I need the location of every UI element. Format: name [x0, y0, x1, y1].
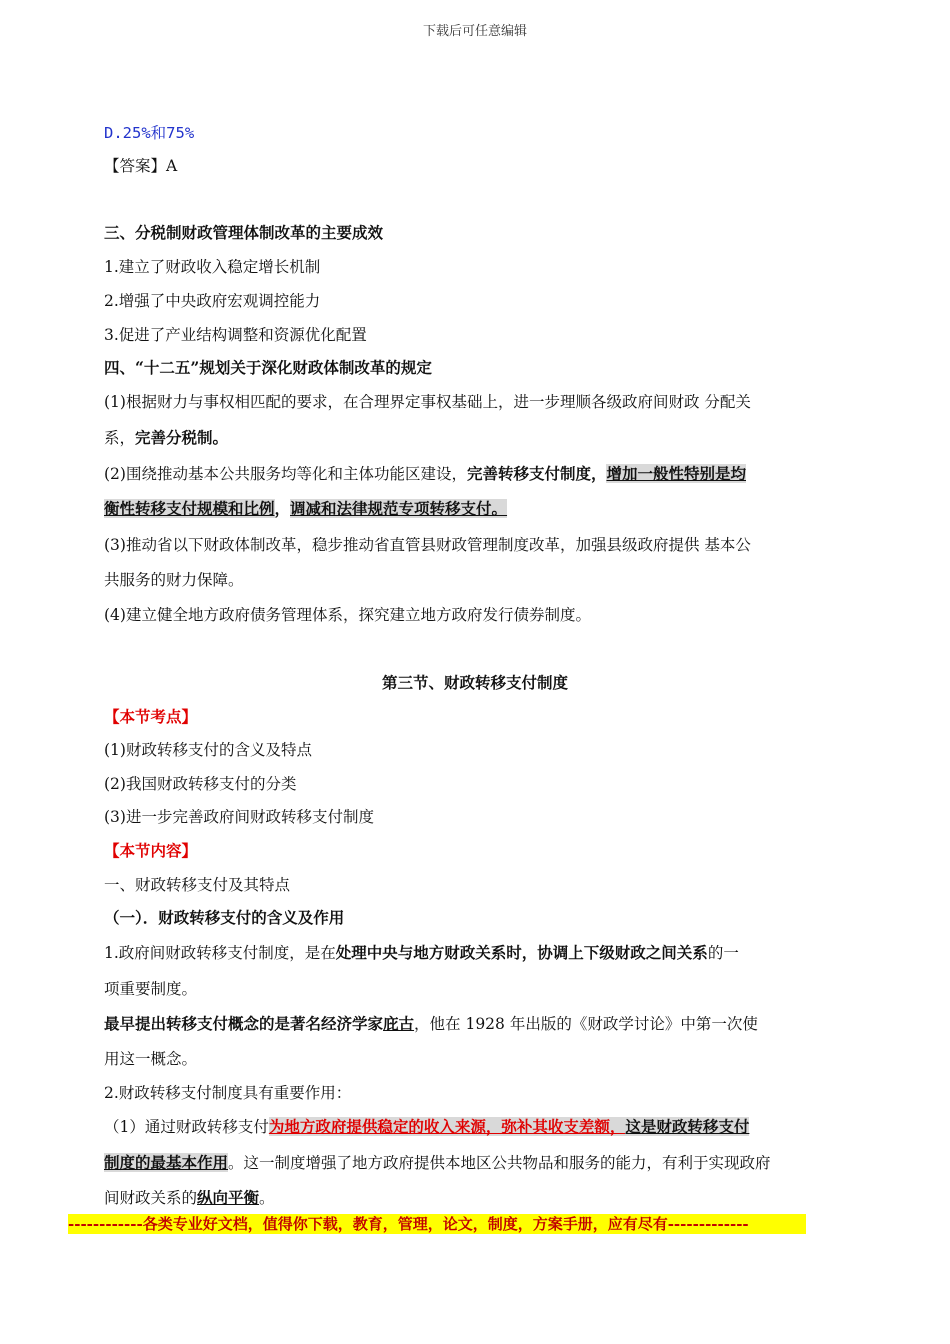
chapter-title: 第三节、财政转移支付制度: [381, 673, 568, 692]
kaodian-item-1: (1)财政转移支付的含义及特点: [104, 741, 312, 759]
emphasis: 纵向平衡: [197, 1188, 260, 1207]
emphasis: 处理中央与地方财政关系时，协调上下级财政之间关系: [335, 943, 708, 962]
section4-p3-line2: 共服务的财力保障。: [104, 571, 244, 589]
text: 。: [259, 1189, 275, 1207]
text: 系，: [104, 429, 136, 447]
highlight: 增加一般性特别是均: [606, 464, 746, 483]
section4-p4: (4)建立健全地方政府债务管理体系，探究建立地方政府发行债券制度。: [104, 606, 591, 624]
text: 间财政关系的: [104, 1189, 198, 1207]
emphasis: ，: [274, 499, 291, 518]
emphasis: 最早提出转移支付概念的是著名经济学家: [104, 1014, 384, 1033]
section3-item-1: 1.建立了财政收入稳定增长机制: [104, 258, 321, 276]
section3-item-3: 3.促进了产业结构调整和资源优化配置: [104, 326, 367, 344]
content-4-line1: [104, 1116, 749, 1138]
content-4-line2: [104, 1152, 771, 1174]
kaodian-item-2: (2)我国财政转移支付的分类: [104, 775, 297, 793]
content-1-line1: [104, 942, 739, 964]
section4-p1-line2: [104, 427, 228, 449]
content-3: 2.财政转移支付制度具有重要作用：: [104, 1084, 352, 1102]
section4-p3-line1: (3)推动省以下财政体制改革，稳步推动省直管县财政管理制度改革，加强县级政府提供 基本公: [104, 536, 751, 554]
emphasis: 完善转移支付制度，: [466, 464, 607, 483]
section4-p1-line1: (1)根据财力与事权相匹配的要求，在合理界定事权基础上，进一步理顺各级政府间财政 分配关: [104, 393, 751, 411]
underlined-name: 庇古: [383, 1014, 415, 1033]
option-d: D.25%和75%: [104, 124, 195, 142]
text: （1）通过财政转移支付: [104, 1118, 269, 1136]
highlight: 制度的最基本作用: [104, 1153, 229, 1172]
content-2-line1: [104, 1013, 758, 1035]
section3-title: 三、分税制财政管理体制改革的主要成效: [104, 223, 384, 242]
page-header: 下载后可任意编辑: [422, 24, 527, 39]
footer-banner: ------------各类专业好文档，值得你下载，教育，管理，论文，制度，方案手册，应有尽有-------------: [68, 1214, 806, 1234]
content-2-line2: 用这一概念。: [104, 1050, 198, 1068]
section4-title: 四、“十二五”规划关于深化财政体制改革的规定: [104, 358, 432, 377]
text: ，他在 1928 年出版的《财政学讨论》中第一次使: [414, 1015, 758, 1033]
sub-heading-1: 一、财政转移支付及其特点: [104, 876, 291, 894]
highlight: 衡性转移支付规模和比例: [104, 499, 275, 518]
highlight: 这是财政转移支付: [625, 1117, 750, 1136]
neirong-label: 【本节内容】: [104, 841, 198, 860]
kaodian-item-3: (3)进一步完善政府间财政转移支付制度: [104, 808, 374, 826]
content-1-line2: 项重要制度。: [104, 980, 198, 998]
emphasis: 完善分税制。: [135, 428, 229, 447]
section4-p2-line1: [104, 463, 746, 485]
highlight: 调减和法律规范专项转移支付。: [290, 499, 508, 518]
sub-heading-1-1: （一）．财政转移支付的含义及作用: [104, 908, 345, 927]
section4-p2-line2: [104, 498, 507, 520]
text: 。这一制度增强了地方政府提供本地区公共物品和服务的能力，有利于实现政府: [228, 1154, 771, 1172]
red-highlight: 为地方政府提供稳定的收入来源，弥补其收支差额，: [268, 1117, 626, 1136]
text: (2)围绕推动基本公共服务均等化和主体功能区建设，: [104, 465, 467, 483]
kaodian-label: 【本节考点】: [104, 707, 198, 726]
answer: 【答案】A: [104, 157, 178, 175]
content-4-line3: [104, 1187, 275, 1209]
text: 的一: [707, 944, 739, 962]
text: 1.政府间财政转移支付制度，是在: [104, 944, 336, 962]
section3-item-2: 2.增强了中央政府宏观调控能力: [104, 292, 321, 310]
